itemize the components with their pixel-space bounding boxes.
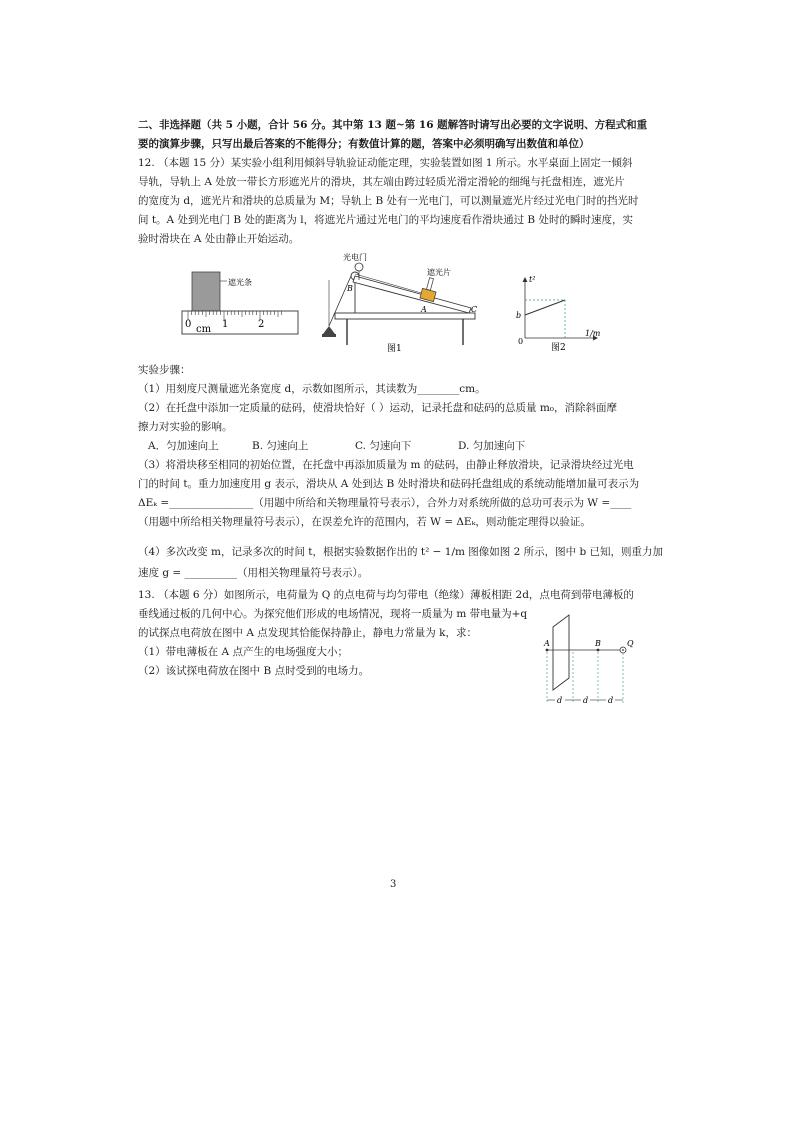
q12-line-1: 12. （本题 15 分）某实验小组利用倾斜导轨验证动能定理，实验装置如图 1 所示。水平桌面上固定一倾斜 bbox=[138, 157, 633, 169]
photogate-icon bbox=[355, 263, 363, 271]
q13-d-1: d bbox=[557, 696, 563, 705]
fig1-point-a: A bbox=[421, 305, 427, 314]
fig2-x-label: 1/m bbox=[585, 329, 601, 338]
q12-line-2: 导轨，导轨上 A 处放一带长方形遮光片的滑块，其左端由跨过轻质光滑定滑轮的细绳与托盘相连，遮光片 bbox=[138, 176, 625, 188]
q13-line-1: 13. （本题 6 分）如图所示，电荷量为 Q 的点电荷与均匀带电（绝缘）薄板相距 2d，点电荷到带电薄板的 bbox=[138, 589, 634, 601]
ruler-tick-1: 1 bbox=[222, 319, 229, 330]
charged-plate bbox=[553, 615, 569, 690]
shade-strip bbox=[192, 272, 220, 311]
figure-2-graph bbox=[505, 270, 605, 355]
step-3c: ΔEₖ =________________（用题中所给和关物理量符号表示），合外力对系统所做的总功可表示为 W =____ bbox=[138, 497, 632, 509]
fig1-gate-label: 光电门 bbox=[343, 253, 367, 262]
q12-line-4: 间 t。A 处到光电门 B 处的距离为 l，将遮光片通过光电门的平均速度看作滑块通过 B 处时的瞬时速度，实 bbox=[138, 214, 633, 226]
q13-point-q: Q bbox=[627, 639, 634, 648]
fig2-y-label: t² bbox=[529, 275, 536, 284]
q13-part-2: （2）该试探电荷放在图中 B 点时受到的电场力。 bbox=[138, 665, 370, 677]
q13-line-2: 垂线通过板的几何中心。为探究他们形成的电场情况，现将一质量为 m 带电量为+q bbox=[138, 608, 528, 620]
incline-rail bbox=[353, 276, 471, 313]
ruler-unit: cm bbox=[196, 324, 212, 335]
fig1-caption: 图1 bbox=[387, 344, 402, 354]
ruler-label: 遮光条 bbox=[228, 278, 252, 287]
shade-piece bbox=[427, 278, 434, 291]
ruler-tick-2: 2 bbox=[258, 319, 265, 330]
step-3d: （用题中所给相关物理量符号表示），在误差允许的范围内，若 W = ΔEₖ，则动能定理得以验证。 bbox=[138, 516, 591, 528]
q13-line-3: 的试探点电荷放在图中 A 点发现其恰能保持静止，静电力常量为 k，求： bbox=[138, 627, 477, 639]
q12-line-3: 的宽度为 d，遮光片和滑块的总质量为 M；导轨上 B 处有一光电门，可以测量遮光片经过光电门时的挡光时 bbox=[138, 195, 639, 207]
q12-line-5: 验时滑块在 A 处由静止开始运动。 bbox=[138, 233, 300, 245]
tray-icon bbox=[323, 326, 335, 334]
step-3b: 门的时间 t。重力加速度用 g 表示，滑块从 A 处到达 B 处时滑块和砝码托盘组成的系统动能增加量可表示为 bbox=[138, 478, 640, 490]
q13-point-b: B bbox=[595, 639, 601, 648]
steps-title: 实验步骤： bbox=[138, 364, 191, 376]
ruler-figure bbox=[180, 265, 305, 340]
q13-d-3: d bbox=[608, 696, 614, 705]
fig2-b-label: b bbox=[516, 311, 522, 320]
section-heading-line2: 要的演算步骤，只写出最后答案的不能得分；有数值计算的题，答案中必须明确写出数值和单位） bbox=[138, 138, 590, 150]
step-3a: （3）将滑块移至相同的初始位置，在托盘中再添加质量为 m 的砝码，由静止释放滑块，记录滑块经过光电 bbox=[138, 459, 634, 471]
ruler-tick-0: 0 bbox=[185, 319, 192, 330]
figure-1-apparatus bbox=[315, 250, 485, 355]
q13-part-1: （1）带电薄板在 A 点产生的电场强度大小； bbox=[138, 646, 348, 658]
section-heading-line1: 二、非选择题（共 5 小题，合计 56 分。其中第 13 题~第 16 题解答时请写出必要的文字说明、方程式和重 bbox=[138, 119, 648, 131]
option-c: C. 匀速向下 bbox=[355, 440, 412, 452]
option-b: B. 匀速向上 bbox=[252, 440, 309, 452]
fig2-origin: 0 bbox=[518, 337, 524, 346]
option-a: A．匀加速向上 bbox=[148, 440, 219, 452]
step-4a: （4）多次改变 m，记录多次的时间 t，根据实验数据作出的 t² − 1/m 图像如图 2 所示，图中 b 已知，则重力加 bbox=[138, 546, 664, 558]
point-a-dot bbox=[546, 649, 549, 652]
fig1-point-b: B bbox=[347, 284, 353, 293]
q13-point-a: A bbox=[544, 639, 550, 648]
step-2a: （2）在托盘中添加一定质量的砝码，使滑块恰好（ ）运动，记录托盘和砝码的总质量 m₀，消除斜面摩 bbox=[138, 402, 618, 414]
step-4b: 速度 g = __________（用相关物理量符号表示）。 bbox=[138, 567, 369, 579]
point-b-dot bbox=[597, 649, 600, 652]
step-2b: 擦力对实验的影响。 bbox=[138, 421, 233, 433]
fig2-caption: 图2 bbox=[551, 343, 566, 353]
q13-figure bbox=[535, 610, 640, 710]
option-d: D. 匀加速向下 bbox=[458, 440, 526, 452]
q13-d-2: d bbox=[583, 696, 589, 705]
page-number: 3 bbox=[390, 879, 397, 890]
graph-line bbox=[525, 300, 565, 315]
step-1: （1）用刻度尺测量遮光条宽度 d，示数如图所示，其读数为________cm。 bbox=[138, 383, 486, 395]
fig1-point-c: C bbox=[471, 305, 478, 314]
fig1-shade-label: 遮光片 bbox=[427, 268, 451, 277]
